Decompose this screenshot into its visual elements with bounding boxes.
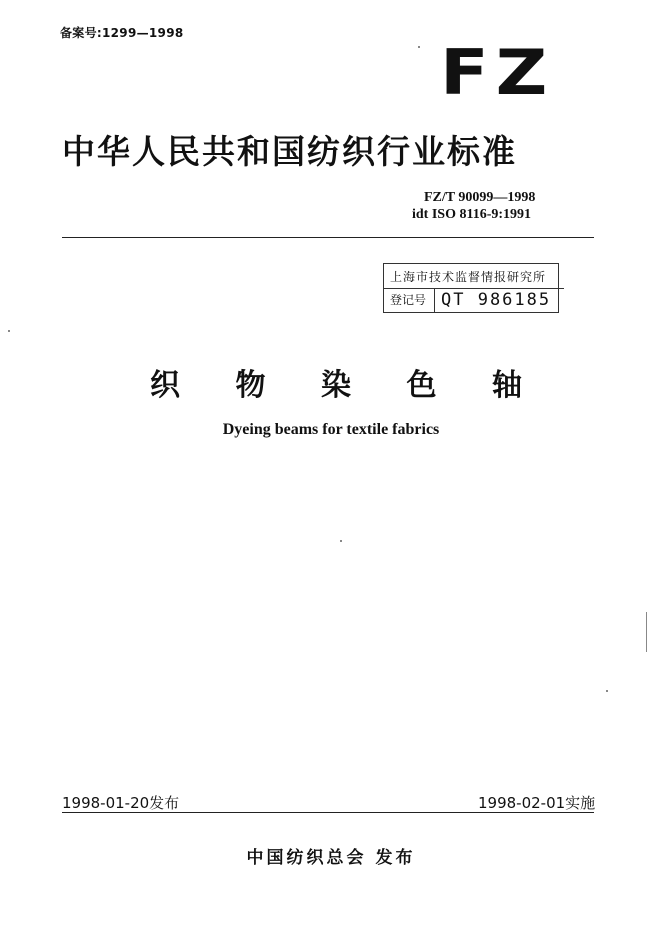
scan-speck [606,690,608,692]
title-char: 轴 [492,368,522,403]
filing-number: 备案号:1299—1998 [60,26,184,40]
bottom-divider [62,812,594,813]
stamp-institute: 上海市技术监督情报研究所 [384,264,564,289]
idt-reference: idt ISO 8116-9:1991 [412,207,532,222]
title-char: 色 [406,368,437,403]
publisher: 中国纺织总会 发布 [246,848,416,868]
title-char: 物 [235,368,266,403]
registration-stamp [383,263,559,313]
standard-number: FZ/T 90099—1998 [424,190,536,205]
issue-date: 1998-01-20发布 [62,794,180,812]
scan-speck [418,46,420,48]
english-title: Dyeing beams for textile fabrics [222,421,440,438]
scan-mark [646,612,647,652]
stamp-reg-value: QT 986185 [441,290,552,310]
top-divider [62,237,594,238]
fz-logo: FZ [440,36,555,109]
org-title: 中华人民共和国纺织行业标准 [62,132,517,171]
implementation-date: 1998-02-01实施 [478,794,596,812]
scan-speck [340,540,342,542]
stamp-registration-row [384,288,558,312]
chinese-title [150,360,522,404]
stamp-reg-label: 登记号 [384,288,435,312]
scan-speck [8,330,10,332]
title-char: 织 [150,368,180,403]
title-char: 染 [321,368,351,403]
